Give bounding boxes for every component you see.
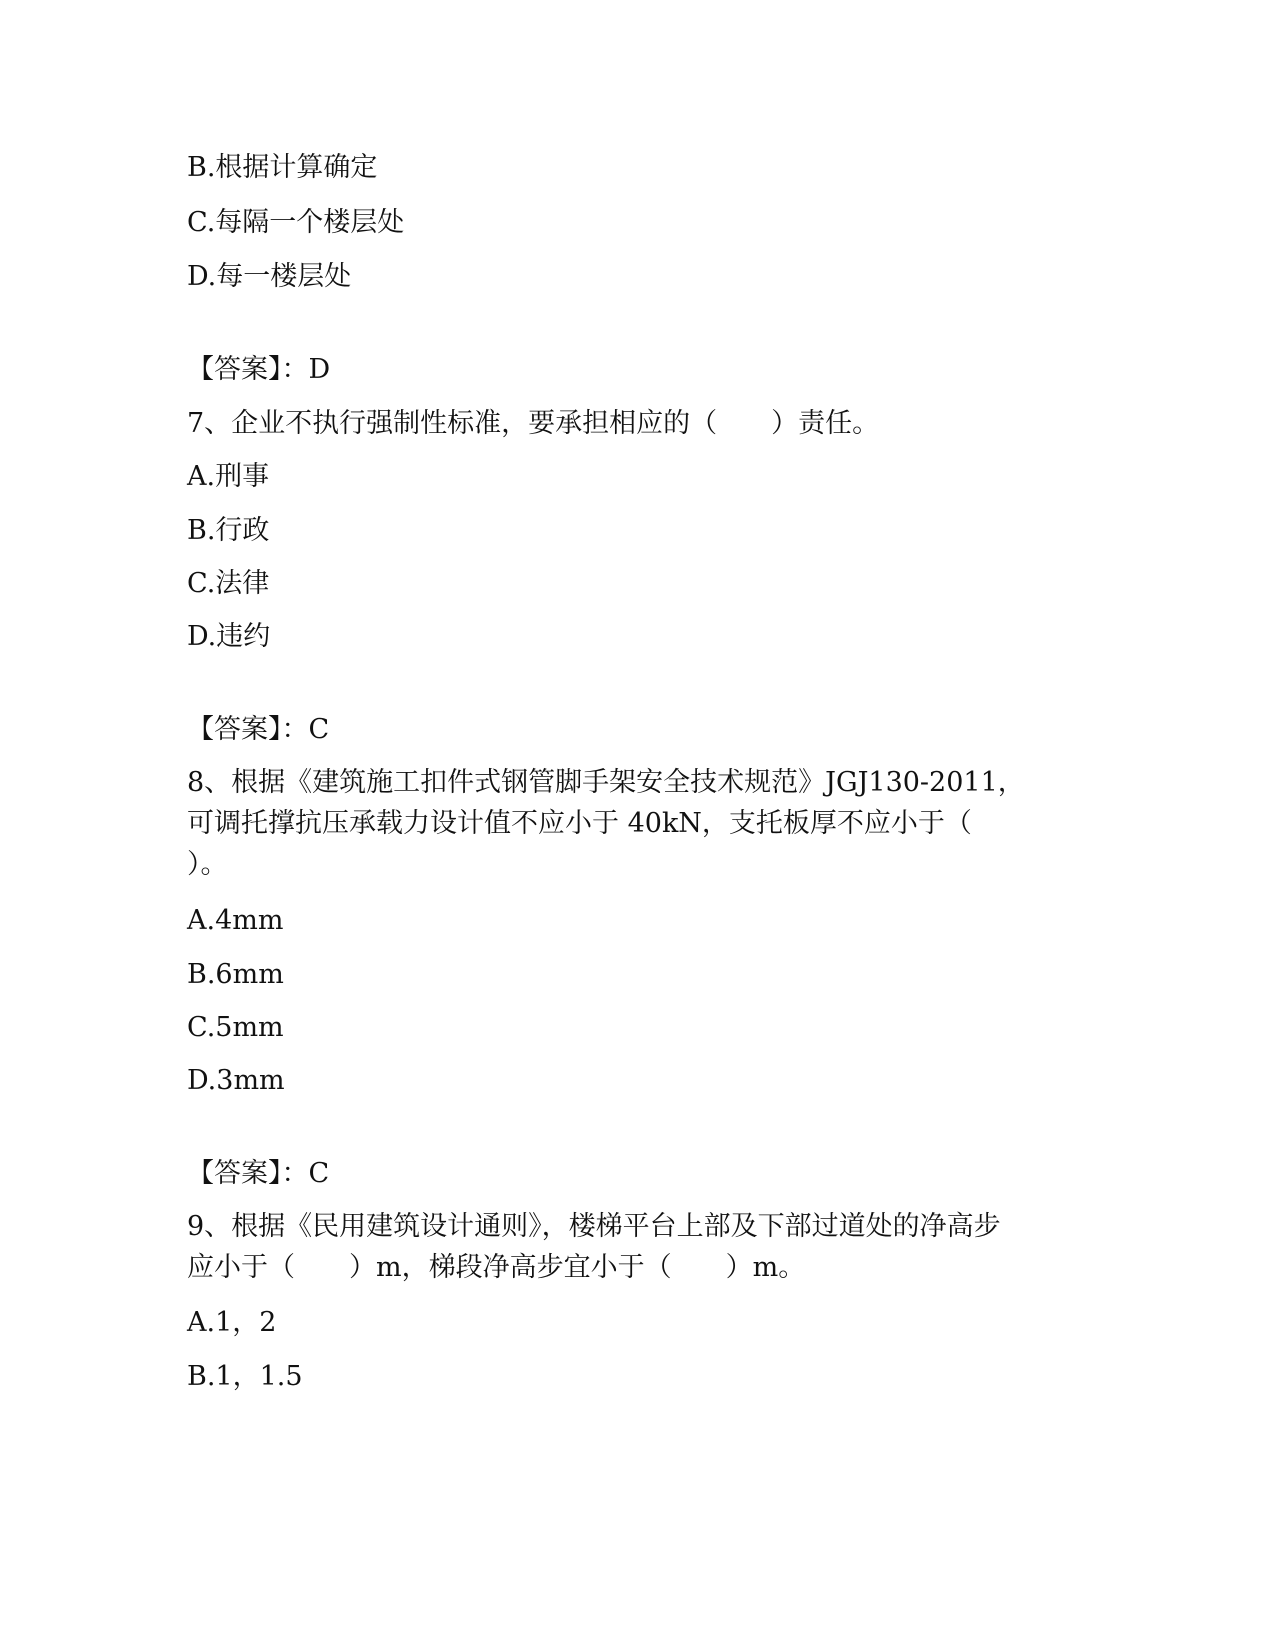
q7-option-c: C.法律 [187,568,270,599]
q6-option-c: C.每隔一个楼层处 [187,207,405,238]
q9-stem-line-2: 应小于（ ）m，梯段净高步宜小于（ ）m。 [187,1252,806,1283]
q9-option-b: B.1，1.5 [187,1361,303,1392]
q8-option-a: A.4mm [187,905,284,936]
q8-stem-line-1: 8、根据《建筑施工扣件式钢管脚手架安全技术规范》JGJ130-2011， [187,767,1025,798]
q8-option-b: B.6mm [187,959,284,990]
q7-option-a: A.刑事 [187,461,270,492]
q6-option-b: B.根据计算确定 [187,152,378,183]
q8-option-c: C.5mm [187,1012,284,1043]
q7-stem: 7、企业不执行强制性标准，要承担相应的（ ）责任。 [187,408,880,439]
q6-answer: 【答案】：D [187,354,331,385]
q6-option-d: D.每一楼层处 [187,261,352,292]
q7-answer: 【答案】：C [187,714,330,745]
q8-option-d: D.3mm [187,1065,285,1096]
q7-option-b: B.行政 [187,515,270,546]
q9-option-a: A.1，2 [187,1307,277,1338]
q8-stem-line-2: 可调托撑抗压承载力设计值不应小于 40kN，支托板厚不应小于（ [187,808,972,839]
q8-answer: 【答案】：C [187,1158,330,1189]
q8-stem-line-3: ）。 [187,849,228,880]
q9-stem-line-1: 9、根据《民用建筑设计通则》，楼梯平台上部及下部过道处的净高步 [187,1211,1001,1242]
q7-option-d: D.违约 [187,621,271,652]
